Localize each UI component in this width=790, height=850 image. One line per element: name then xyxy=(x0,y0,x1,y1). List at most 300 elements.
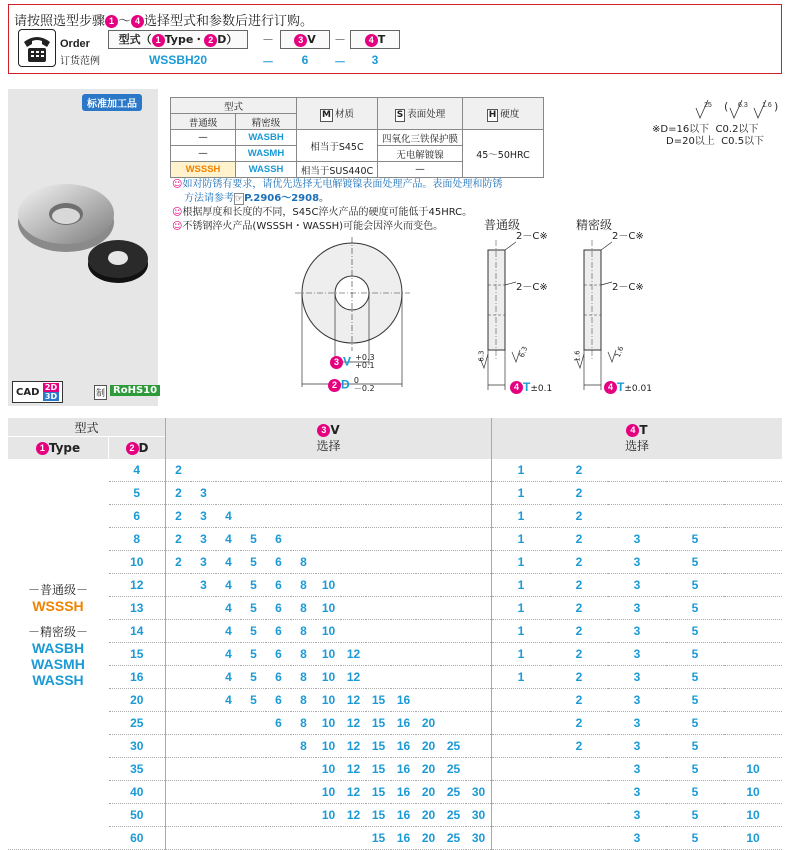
product-photo xyxy=(14,168,154,302)
v-value xyxy=(166,758,192,781)
svg-text:): ) xyxy=(774,100,779,113)
precise-chamfer-top: 2－C※ xyxy=(612,231,644,242)
v-value: 15 xyxy=(366,712,391,735)
d-value: 5 xyxy=(109,482,166,505)
t-value xyxy=(724,597,782,620)
v-value xyxy=(191,827,216,850)
v-value: 2 xyxy=(166,528,192,551)
v-value xyxy=(441,551,466,574)
v-value xyxy=(316,827,341,850)
v-value xyxy=(366,620,391,643)
v-value: 16 xyxy=(391,712,416,735)
v-value: 16 xyxy=(391,781,416,804)
d-value: 12 xyxy=(109,574,166,597)
v-value xyxy=(441,574,466,597)
t-value: 3 xyxy=(608,758,666,781)
v-value xyxy=(166,597,192,620)
surface-roughness-symbols xyxy=(694,98,780,126)
v-value xyxy=(216,712,241,735)
v-value: 15 xyxy=(366,781,391,804)
v-value: 8 xyxy=(291,551,316,574)
t-value: 1 xyxy=(492,459,551,482)
v-value xyxy=(316,482,341,505)
v-value: 15 xyxy=(366,758,391,781)
v-value xyxy=(291,781,316,804)
v-value: 4 xyxy=(216,597,241,620)
t-value: 3 xyxy=(608,689,666,712)
v-value xyxy=(441,712,466,735)
v-value: 8 xyxy=(291,643,316,666)
t-value: 3 xyxy=(608,804,666,827)
v-value xyxy=(241,735,266,758)
d-value: 20 xyxy=(109,689,166,712)
table-row xyxy=(8,551,782,574)
table-row xyxy=(8,712,782,735)
t-value xyxy=(724,505,782,528)
v-value: 10 xyxy=(316,666,341,689)
t-value: 3 xyxy=(608,551,666,574)
spec-material-1: 相当于S45C xyxy=(297,130,378,162)
v-value xyxy=(266,827,291,850)
v-value: 5 xyxy=(241,643,266,666)
v-value xyxy=(466,482,492,505)
v-value: 20 xyxy=(416,735,441,758)
spec-h-hardness: H 硬度 xyxy=(463,98,544,130)
v-value xyxy=(391,482,416,505)
t-value: 1 xyxy=(492,597,551,620)
t-value xyxy=(666,505,724,528)
v-value xyxy=(391,505,416,528)
v-value xyxy=(191,804,216,827)
t-value: 1 xyxy=(492,643,551,666)
v-value: 15 xyxy=(366,735,391,758)
v-value xyxy=(266,505,291,528)
v-value: 3 xyxy=(191,528,216,551)
v-value xyxy=(291,827,316,850)
type-list xyxy=(8,582,108,688)
t-value: 5 xyxy=(666,735,724,758)
table-row xyxy=(8,528,782,551)
v-value: 6 xyxy=(266,643,291,666)
v-value: 6 xyxy=(266,620,291,643)
v-value: 20 xyxy=(416,827,441,850)
v-value xyxy=(366,551,391,574)
spec-surface-3: — xyxy=(378,162,463,178)
v-value: 4 xyxy=(216,574,241,597)
v-value xyxy=(341,551,366,574)
v-value: 6 xyxy=(266,597,291,620)
v-value: 10 xyxy=(316,781,341,804)
t-value: 2 xyxy=(550,643,608,666)
v-value xyxy=(416,459,441,482)
v-value xyxy=(366,528,391,551)
v-value: 8 xyxy=(291,574,316,597)
v-value: 5 xyxy=(241,551,266,574)
spec-precise-2: WASMH xyxy=(236,146,297,162)
d-value: 30 xyxy=(109,735,166,758)
v-value: 25 xyxy=(441,735,466,758)
v-value: 3 xyxy=(191,482,216,505)
order-value-dash-1: － xyxy=(262,55,275,69)
v-value xyxy=(216,459,241,482)
v-value xyxy=(166,574,192,597)
v-value xyxy=(166,804,192,827)
v-value xyxy=(341,459,366,482)
v-value: 2 xyxy=(166,459,192,482)
v-value xyxy=(166,781,192,804)
v-value xyxy=(316,528,341,551)
v-value: 8 xyxy=(291,712,316,735)
v-value xyxy=(266,735,291,758)
v-value xyxy=(366,574,391,597)
v-value xyxy=(241,804,266,827)
v-value xyxy=(466,758,492,781)
v-value xyxy=(391,551,416,574)
t-value xyxy=(724,528,782,551)
spec-material-2: 相当于SUS440C xyxy=(297,162,378,178)
v-value: 2 xyxy=(166,505,192,528)
v-value xyxy=(466,551,492,574)
v-value xyxy=(441,459,466,482)
v-value xyxy=(366,482,391,505)
t-value: 2 xyxy=(550,574,608,597)
t-value: 3 xyxy=(608,712,666,735)
spec-hardness: 45～50HRC xyxy=(463,130,544,178)
spec-h-surface: S 表面处理 xyxy=(378,98,463,130)
spec-h-material: M 材质 xyxy=(297,98,378,130)
v-value xyxy=(291,804,316,827)
t-value: 1 xyxy=(492,574,551,597)
t-value: 5 xyxy=(666,804,724,827)
cad-badge: CAD 2D 3D xyxy=(12,381,63,403)
d-value: 16 xyxy=(109,666,166,689)
table-row xyxy=(8,781,782,804)
order-dash-1: － xyxy=(262,33,275,47)
t-value: 2 xyxy=(550,597,608,620)
d-value: 8 xyxy=(109,528,166,551)
d-value: 60 xyxy=(109,827,166,850)
t-value: 5 xyxy=(666,528,724,551)
t-value: 3 xyxy=(608,597,666,620)
v-value xyxy=(416,482,441,505)
h-d: 2 D xyxy=(109,437,166,460)
spec-table xyxy=(170,97,544,178)
type-wasbh: WASBH xyxy=(31,640,85,656)
t-value xyxy=(492,712,551,735)
telephone-order-icon xyxy=(18,29,56,67)
t-value: 3 xyxy=(608,827,666,850)
note-3: ☺不锈钢淬火产品(WSSSH・WASSH)可能会因淬火而变色。 xyxy=(172,221,444,232)
v-value xyxy=(416,620,441,643)
v-value xyxy=(466,666,492,689)
v-value xyxy=(391,643,416,666)
t-value: 2 xyxy=(550,505,608,528)
precise-grade-label: 精密级 xyxy=(576,218,613,232)
v-value: 10 xyxy=(316,689,341,712)
t-value: 2 xyxy=(550,712,608,735)
v-value xyxy=(266,758,291,781)
t-value: 5 xyxy=(666,827,724,850)
v-value: 5 xyxy=(241,666,266,689)
v-value xyxy=(191,712,216,735)
order-label: Order xyxy=(60,38,90,50)
order-value-dash-2: － xyxy=(334,55,347,69)
v-value: 4 xyxy=(216,689,241,712)
v-value: 6 xyxy=(266,666,291,689)
v-value xyxy=(466,574,492,597)
t-value xyxy=(724,551,782,574)
spec-h-normal: 普通级 xyxy=(171,114,236,130)
t-value: 3 xyxy=(608,735,666,758)
v-value: 8 xyxy=(291,666,316,689)
v-value xyxy=(366,666,391,689)
v-value: 30 xyxy=(466,827,492,850)
manufacture-badge: 制 xyxy=(94,385,107,400)
v-value xyxy=(241,505,266,528)
table-row xyxy=(8,827,782,850)
t-value xyxy=(666,459,724,482)
t-value: 2 xyxy=(550,689,608,712)
v-value xyxy=(191,459,216,482)
t-value xyxy=(492,689,551,712)
svg-text:25: 25 xyxy=(704,102,712,109)
v-value: 8 xyxy=(291,597,316,620)
table-row xyxy=(8,574,782,597)
t-value: 3 xyxy=(608,574,666,597)
t-value xyxy=(724,459,782,482)
v-value xyxy=(391,528,416,551)
v-value: 3 xyxy=(191,505,216,528)
v-value xyxy=(441,643,466,666)
svg-text:1.6: 1.6 xyxy=(762,102,772,109)
v-value xyxy=(191,758,216,781)
d-value: 6 xyxy=(109,505,166,528)
v-value: 15 xyxy=(366,689,391,712)
note-1-cont: 方法请参考☞P.2906～2908。 xyxy=(184,193,330,204)
d-value: 14 xyxy=(109,620,166,643)
v-value xyxy=(216,758,241,781)
spec-surface-2: 无电解镀镍 xyxy=(378,146,463,162)
spec-surface-1: 四氧化三铁保护膜 xyxy=(378,130,463,146)
t-value xyxy=(724,689,782,712)
table-row xyxy=(8,804,782,827)
table-row xyxy=(8,459,782,482)
v-value xyxy=(216,804,241,827)
h-t-select: 4 T 选择 xyxy=(492,418,783,459)
v-value xyxy=(166,689,192,712)
v-value xyxy=(466,459,492,482)
v-value xyxy=(391,574,416,597)
selection-table xyxy=(8,418,782,850)
spec-normal-1: — xyxy=(171,130,236,146)
v-value xyxy=(466,689,492,712)
precise-roughness-right: 1.6 xyxy=(613,345,626,359)
t-value: 2 xyxy=(550,735,608,758)
t-value xyxy=(724,735,782,758)
v-value: 20 xyxy=(416,781,441,804)
d-value: 15 xyxy=(109,643,166,666)
t-value: 3 xyxy=(608,666,666,689)
t-value xyxy=(492,735,551,758)
normal-roughness-left: 6.3 xyxy=(477,350,486,362)
normal-grade-label: 普通级 xyxy=(484,218,521,232)
v-value xyxy=(366,597,391,620)
spec-h-type: 型式 xyxy=(171,98,297,114)
dim-d: 2 D 0 －0.2 xyxy=(328,377,375,393)
v-value xyxy=(316,459,341,482)
t-value xyxy=(550,758,608,781)
v-value xyxy=(266,459,291,482)
type-wsssh: WSSSH xyxy=(32,598,84,614)
t-value xyxy=(724,574,782,597)
v-value xyxy=(291,528,316,551)
v-value: 25 xyxy=(441,758,466,781)
t-value xyxy=(608,505,666,528)
t-value xyxy=(492,804,551,827)
table-row xyxy=(8,758,782,781)
v-value: 10 xyxy=(316,735,341,758)
t-value: 2 xyxy=(550,666,608,689)
v-value: 10 xyxy=(316,804,341,827)
t-value xyxy=(724,620,782,643)
h-type: 1 Type xyxy=(8,437,109,460)
v-value xyxy=(466,597,492,620)
order-value-v: 6 xyxy=(301,53,309,67)
v-value xyxy=(166,666,192,689)
h-type-group: 型式 xyxy=(8,418,166,437)
t-value xyxy=(492,781,551,804)
t-value: 1 xyxy=(492,620,551,643)
v-value xyxy=(166,712,192,735)
note-2: ☺根据厚度和长度的不同，S45C淬火产品的硬度可能低于45HRC。 xyxy=(172,207,473,218)
spec-h-precise: 精密级 xyxy=(236,114,297,130)
order-instruction: 请按照选型步骤 1 ～ 4 选择型式和参数后进行订购。 xyxy=(14,14,314,29)
v-value xyxy=(466,505,492,528)
t-value: 10 xyxy=(724,827,782,850)
order-field-t: 4 T xyxy=(350,30,400,49)
v-value: 12 xyxy=(341,781,366,804)
v-value: 3 xyxy=(191,551,216,574)
v-value: 5 xyxy=(241,574,266,597)
v-value: 8 xyxy=(291,735,316,758)
table-row xyxy=(8,689,782,712)
t-value: 1 xyxy=(492,505,551,528)
v-value: 3 xyxy=(191,574,216,597)
v-value xyxy=(291,758,316,781)
t-value: 5 xyxy=(666,758,724,781)
v-value: 25 xyxy=(441,827,466,850)
table-row xyxy=(8,620,782,643)
t-value xyxy=(492,827,551,850)
t-value xyxy=(724,482,782,505)
t-value: 2 xyxy=(550,551,608,574)
v-value xyxy=(241,482,266,505)
v-value xyxy=(216,482,241,505)
v-value xyxy=(441,620,466,643)
v-value xyxy=(441,689,466,712)
t-value: 3 xyxy=(608,781,666,804)
v-value xyxy=(341,620,366,643)
table-row xyxy=(8,643,782,666)
v-value: 6 xyxy=(266,528,291,551)
v-value xyxy=(391,620,416,643)
v-value: 4 xyxy=(216,666,241,689)
order-field-v: 3 V xyxy=(280,30,330,49)
t-value: 3 xyxy=(608,528,666,551)
t-value: 5 xyxy=(666,597,724,620)
v-value: 12 xyxy=(341,712,366,735)
v-value xyxy=(366,505,391,528)
v-value xyxy=(191,620,216,643)
spec-normal-2: — xyxy=(171,146,236,162)
t-value: 2 xyxy=(550,528,608,551)
type-wassh: WASSH xyxy=(32,672,84,688)
standard-machining-badge: 标准加工品 xyxy=(82,94,142,111)
precise-dim-t: 4 T±0.01 xyxy=(604,380,652,394)
d-value: 50 xyxy=(109,804,166,827)
spec-normal-3: WSSSH xyxy=(171,162,236,178)
v-value: 12 xyxy=(341,735,366,758)
v-value: 4 xyxy=(216,620,241,643)
v-value xyxy=(241,781,266,804)
v-value xyxy=(366,643,391,666)
v-value: 6 xyxy=(266,574,291,597)
normal-grade-heading: －普通级－ xyxy=(27,583,88,597)
v-value xyxy=(466,712,492,735)
v-value: 12 xyxy=(341,689,366,712)
v-value xyxy=(391,597,416,620)
type-wasmh: WASMH xyxy=(31,656,85,672)
v-value: 4 xyxy=(216,643,241,666)
spec-precise-1: WASBH xyxy=(236,130,297,146)
v-value xyxy=(391,666,416,689)
v-value: 5 xyxy=(241,620,266,643)
v-value xyxy=(391,459,416,482)
v-value: 2 xyxy=(166,551,192,574)
v-value xyxy=(441,505,466,528)
v-value: 10 xyxy=(316,597,341,620)
order-dash-2: － xyxy=(334,33,347,47)
v-value: 30 xyxy=(466,781,492,804)
svg-text:6.3: 6.3 xyxy=(738,102,748,109)
t-value: 2 xyxy=(550,482,608,505)
t-value: 5 xyxy=(666,574,724,597)
t-value: 5 xyxy=(666,643,724,666)
table-row xyxy=(8,597,782,620)
normal-chamfer-mid: 2－C※ xyxy=(516,282,548,293)
v-value xyxy=(341,597,366,620)
v-value xyxy=(191,781,216,804)
v-value xyxy=(466,528,492,551)
t-value: 1 xyxy=(492,666,551,689)
v-value xyxy=(216,827,241,850)
t-value xyxy=(724,712,782,735)
t-value: 10 xyxy=(724,781,782,804)
v-value xyxy=(166,735,192,758)
v-value: 5 xyxy=(241,528,266,551)
v-value xyxy=(441,666,466,689)
v-value xyxy=(216,735,241,758)
v-value xyxy=(166,620,192,643)
v-value xyxy=(191,597,216,620)
v-value xyxy=(191,689,216,712)
d-value: 13 xyxy=(109,597,166,620)
v-value xyxy=(416,643,441,666)
v-value xyxy=(241,712,266,735)
t-value: 10 xyxy=(724,804,782,827)
v-value xyxy=(191,666,216,689)
v-value xyxy=(466,620,492,643)
